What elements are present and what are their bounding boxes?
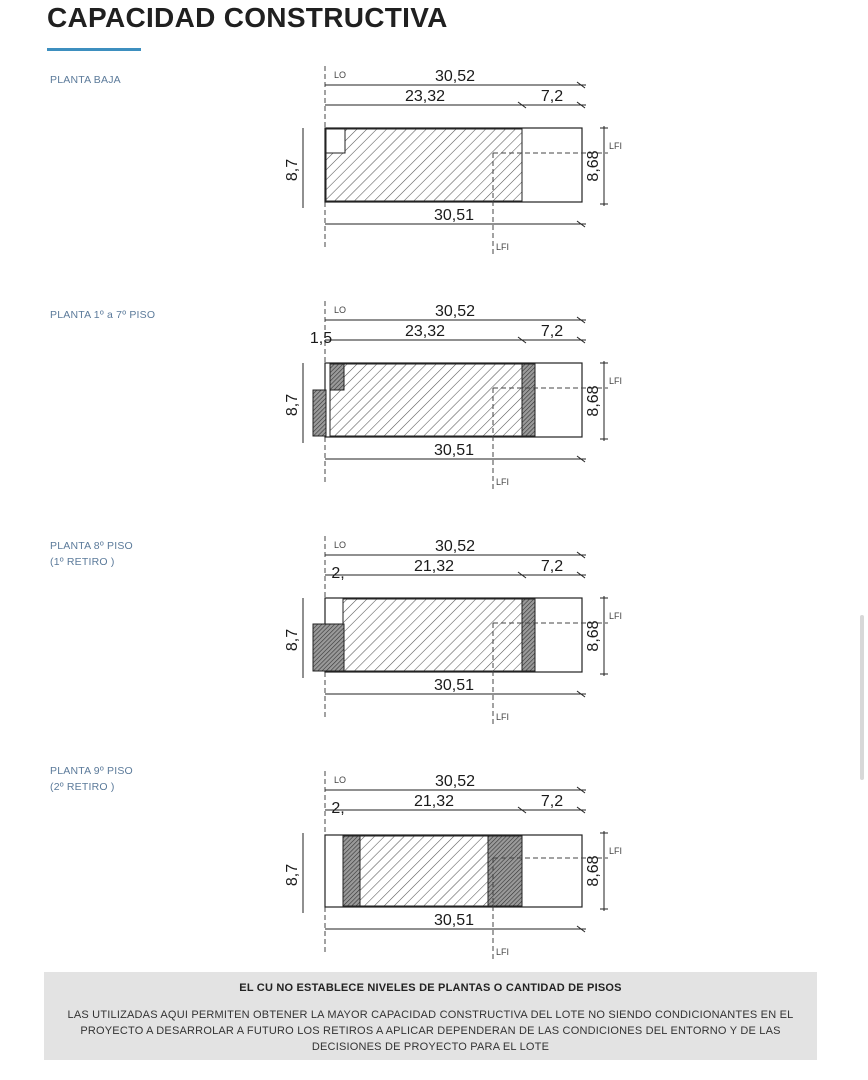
- bottom-total-dimension: 30,51: [433, 677, 475, 694]
- section-label-planta-baja: PLANTA BAJA: [50, 74, 121, 86]
- lo-label: LO: [334, 70, 347, 80]
- notes-box: [44, 972, 817, 1060]
- main-depth-dimension: 21,32: [413, 558, 455, 575]
- left-depth-dimension: 8,7: [284, 158, 301, 182]
- top-total-dimension: 30,52: [434, 538, 476, 555]
- rear-yard-dimension: 7,2: [540, 793, 564, 810]
- left-depth-dimension: 8,7: [284, 863, 301, 887]
- lo-label: LO: [334, 775, 347, 785]
- balcony-front-projection: [313, 390, 326, 436]
- lfi-bottom-label: LFI: [496, 712, 510, 722]
- rear-yard-dimension: 7,2: [540, 558, 564, 575]
- section-label-planta-9: PLANTA 9º PISO (2º RETIRO ): [50, 765, 133, 793]
- lo-label: LO: [334, 305, 347, 315]
- buildable-area: [343, 836, 488, 906]
- top-total-dimension: 30,52: [434, 773, 476, 790]
- balcony-rear: [522, 364, 535, 436]
- lfi-top-label: LFI: [609, 611, 623, 621]
- balcony-front-projection: [313, 624, 344, 671]
- front-setback-dimension: 1,5: [309, 330, 333, 347]
- bottom-total-dimension: 30,51: [433, 442, 475, 459]
- floor-plan-planta-baja: [0, 60, 868, 300]
- left-depth-dimension: 8,7: [284, 393, 301, 417]
- title-underline: [47, 48, 141, 51]
- lfi-bottom-label: LFI: [496, 242, 510, 252]
- right-depth-dimension: 8,68: [585, 150, 602, 182]
- notes-body: LAS UTILIZADAS AQUI PERMITEN OBTENER LA MAYOR CAPACIDAD CONSTRUCTIVA DEL LOTE NO SIENDO CONDICIONANTES EN EL PROYECTO A DESARROLAR A FUTURO LOS RETIROS A APLICAR DEPENDERAN DE LAS CONDICIONES DEL ENTORNO Y DE LAS DECISIONES DE PROYECTO PARA EL LOTE: [67, 1009, 794, 1053]
- floor-plan-planta-8-piso: [0, 530, 868, 770]
- right-depth-dimension: 8,68: [585, 620, 602, 652]
- balcony-front: [343, 836, 360, 906]
- front-setback-dimension: 2,: [331, 800, 345, 817]
- main-depth-dimension: 23,32: [404, 323, 446, 340]
- balcony-rear: [522, 599, 535, 671]
- bottom-total-dimension: 30,51: [433, 912, 475, 929]
- lfi-bottom-label: LFI: [496, 477, 510, 487]
- section-label-planta-8: PLANTA 8º PISO (1º RETIRO ): [50, 540, 133, 568]
- section-label-planta-1-7: PLANTA 1º a 7º PISO: [50, 309, 156, 321]
- page-title: CAPACIDAD CONSTRUCTIVA: [47, 2, 448, 33]
- main-depth-dimension: 23,32: [404, 88, 446, 105]
- lfi-top-label: LFI: [609, 846, 623, 856]
- notes-heading: EL CU NO ESTABLECE NIVELES DE PLANTAS O CANTIDAD DE PISOS: [239, 982, 622, 994]
- rear-yard-dimension: 7,2: [540, 323, 564, 340]
- top-total-dimension: 30,52: [434, 303, 476, 320]
- rear-yard-dimension: 7,2: [540, 88, 564, 105]
- bottom-total-dimension: 30,51: [433, 207, 475, 224]
- lfi-top-label: LFI: [609, 141, 623, 151]
- right-depth-dimension: 8,68: [585, 385, 602, 417]
- access-notch: [326, 129, 345, 153]
- top-total-dimension: 30,52: [434, 68, 476, 85]
- right-depth-dimension: 8,68: [585, 855, 602, 887]
- main-depth-dimension: 21,32: [413, 793, 455, 810]
- left-depth-dimension: 8,7: [284, 628, 301, 652]
- balcony-front-upper: [330, 364, 344, 390]
- buildable-area: [343, 599, 522, 671]
- floor-plan-planta-1-7-piso: [0, 295, 868, 535]
- front-setback-dimension: 2,: [331, 565, 345, 582]
- lfi-bottom-label: LFI: [496, 947, 510, 957]
- floor-plan-planta-9-piso: [0, 765, 868, 1005]
- lo-label: LO: [334, 540, 347, 550]
- lfi-top-label: LFI: [609, 376, 623, 386]
